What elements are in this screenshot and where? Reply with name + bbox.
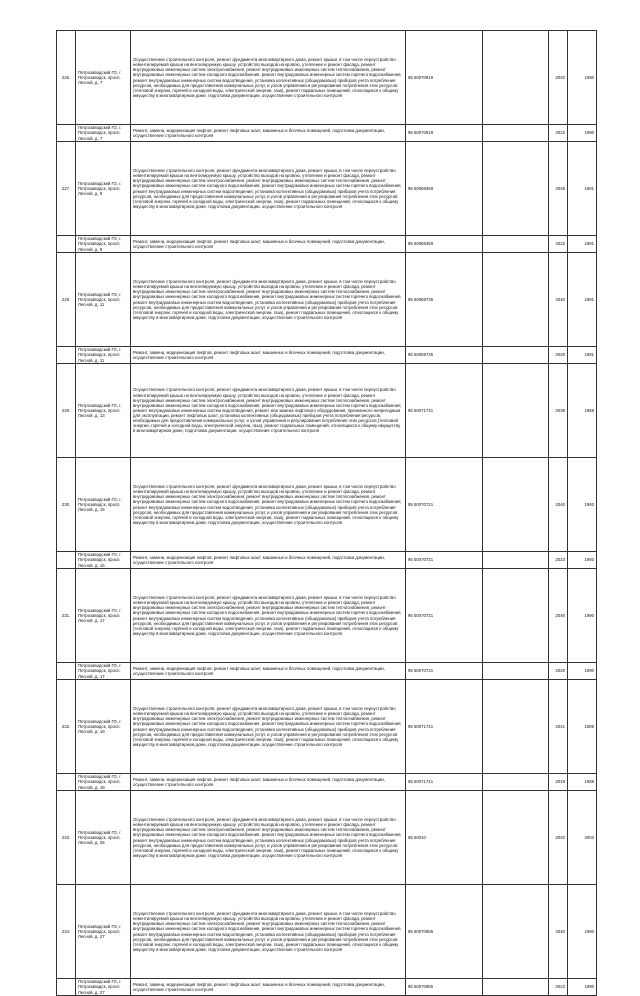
address-cell — [76, 979, 131, 996]
works-cell: Осуществление строительного контроля, ремонт фундамента многоквартирного дома, ремонт крыши, в том числе переустройство невентилируемой крыши на вентилируемую крышу, устройство выходов на кровлю, утепление и ремонт фасада, ремонт внутридомовых инженерных систем электроснабжения, ремонт внутридомовых инженерных систем теплоснабжения, ремонт внутридомовых инженерных систем холодного водоснабжения, ремонт внутридомовых инженерных систем горячего водоснабжения, ремонт внутридомовых инженерных систем водоотведения, установка коллективных (общедомовых) приборов учета потребления ресурсов, необходимых для предоставления коммунальных услуг, и узлов управления и регулирования потребления этих ресурсов (тепловой энергии, горячей и холодной воды, электрической энергии, газа), ремонт подвальных помещений, относящихся к общему имуществу в многоквартирном доме, подготовка документации, осуществление строительного контроля — [131, 791, 406, 885]
empty-cell — [483, 774, 549, 791]
row-number-cell: 232. — [57, 680, 76, 774]
address-prefix: Петрозаводский ГО, г. Петрозаводск, просп. Лесной, д. — [78, 774, 122, 790]
works-cell: Ремонт, замена, модернизация лифтов, ремонт лифтовых шахт, машинных и блочных помещений, подготовка документации, осуществление строительного контроля — [131, 663, 406, 680]
address-prefix: Петрозаводский ГО, г. Петрозаводск, просп. Лесной, д. — [78, 125, 122, 141]
planned-year-cell: 2040 — [549, 458, 568, 552]
empty-cell — [483, 253, 549, 347]
row-number-cell — [57, 552, 76, 569]
empty-cell — [483, 569, 549, 663]
house-number: 9 — [99, 246, 103, 252]
empty-cell — [483, 885, 549, 979]
address-cell — [76, 236, 131, 253]
address-cell — [76, 31, 131, 125]
empty-cell — [483, 236, 549, 253]
works-cell: Осуществление строительного контроля, ремонт фундамента многоквартирного дома, ремонт крыши, в том числе переустройство невентилируемой крыши на вентилируемую крышу, устройство выходов на кровлю, утепление и ремонт фасада, ремонт внутридомовых инженерных систем электроснабжения, ремонт внутридомовых инженерных систем теплоснабжения, ремонт внутридомовых инженерных систем холодного водоснабжения, ремонт внутридомовых инженерных систем горячего водоснабжения, ремонт внутридомовых инженерных систем водоотведения, установка коллективных (общедомовых) приборов учета потребления ресурсов, необходимых для предоставления коммунальных услуг, и узлов управления и регулирования потребления этих ресурсов (тепловой энергии, горячей и холодной воды, электрической энергии, газа), ремонт подвальных помещений, относящихся к общему имуществу в многоквартирном доме, подготовка документации, осуществление строительного контроля — [131, 569, 406, 663]
table-row — [57, 885, 597, 979]
address-prefix: Петрозаводский ГО, г. Петрозаводск, просп. Лесной, д. — [78, 829, 122, 846]
address-prefix: Петрозаводский ГО, г. Петрозаводск, просп. Лесной, д. — [78, 607, 122, 624]
build-year-cell: 1990 — [568, 979, 597, 996]
row-number-cell: 230. — [57, 458, 76, 552]
house-number: 25 — [99, 840, 105, 846]
address-cell — [76, 663, 131, 680]
build-year-cell: 1990 — [568, 569, 597, 663]
cadastral-code-cell: 95 50070721 — [406, 458, 483, 552]
works-cell: Осуществление строительного контроля, ремонт фундамента многоквартирного дома, ремонт крыши, в том числе переустройство невентилируемой крыши на вентилируемую крышу, устройство выходов на кровлю, утепление и ремонт фасада, ремонт внутридомовых инженерных систем электроснабжения, ремонт внутридомовых инженерных систем теплоснабжения, ремонт внутридомовых инженерных систем холодного водоснабжения, ремонт внутридомовых инженерных систем горячего водоснабжения, ремонт внутридомовых инженерных систем водоотведения, установка коллективных (общедомовых) приборов учета потребления ресурсов, необходимых для предоставления коммунальных услуг, и узлов управления и регулирования потребления этих ресурсов (тепловой энергии, горячей и холодной воды, электрической энергии, газа), ремонт подвальных помещений, относящихся к общему имуществу в многоквартирном доме, подготовка документации, осуществление строительного контроля — [131, 31, 406, 125]
cadastral-code-cell: 95 50070919 — [406, 125, 483, 142]
address-cell — [76, 885, 131, 979]
address-cell — [76, 791, 131, 885]
address-prefix: Петрозаводский ГО, г. Петрозаводск, просп. Лесной, д. — [78, 979, 122, 995]
empty-cell — [483, 347, 549, 364]
cadastral-code-cell: 95 50070955 — [406, 979, 483, 996]
address-prefix: Петрозаводский ГО, г. Петрозаводск, просп. Лесной, д. — [78, 236, 122, 252]
planned-year-cell: 2040 — [549, 31, 568, 125]
build-year-cell: 2003 — [568, 791, 597, 885]
table-row-lift — [57, 663, 597, 680]
planned-year-cell: 2022 — [549, 125, 568, 142]
empty-cell — [483, 680, 549, 774]
house-number: 27 — [99, 989, 105, 995]
works-cell: Осуществление строительного контроля, ремонт фундамента многоквартирного дома, ремонт крыши, в том числе переустройство невентилируемой крыши на вентилируемую крышу, устройство выходов на кровлю, утепление и ремонт фасада, ремонт внутридомовых инженерных систем электроснабжения, ремонт внутридомовых инженерных систем теплоснабжения, ремонт внутридомовых инженерных систем холодного водоснабжения, ремонт внутридомовых инженерных систем горячего водоснабжения, ремонт внутридомовых инженерных систем водоотведения, установка коллективных (общедомовых) приборов учета потребления ресурсов, необходимых для предоставления коммунальных услуг, и узлов управления и регулирования потребления этих ресурсов (тепловой энергии, горячей и холодной воды, электрической энергии, газа), ремонт подвальных помещений, относящихся к общему имуществу в многоквартирном доме, подготовка документации, осуществление строительного контроля — [131, 885, 406, 979]
cadastral-code-cell: 95 50010 — [406, 791, 483, 885]
planned-year-cell: 2020 — [549, 347, 568, 364]
address-prefix: Петрозаводский ГО, г. Петрозаводск, просп. Лесной, д. — [78, 663, 122, 679]
works-cell: Осуществление строительного контроля, ремонт фундамента многоквартирного дома, ремонт крыши, в том числе переустройство невентилируемой крыши на вентилируемую крышу, устройство выходов на кровлю, утепление и ремонт фасада, ремонт внутридомовых инженерных систем электроснабжения, ремонт внутридомовых инженерных систем теплоснабжения, ремонт внутридомовых инженерных систем холодного водоснабжения, ремонт внутридомовых инженерных систем горячего водоснабжения, ремонт внутридомовых инженерных систем водоотведения, установка коллективных (общедомовых) приборов учета потребления ресурсов, необходимых для предоставления коммунальных услуг, и узлов управления и регулирования потребления этих ресурсов (тепловой энергии, горячей и холодной воды, электрической энергии, газа), ремонт подвальных помещений, относящихся к общему имуществу в многоквартирном доме, подготовка документации, осуществление строительного контроля — [131, 680, 406, 774]
works-cell: Ремонт, замена, модернизация лифтов, ремонт лифтовых шахт, машинных и блочных помещений, подготовка документации, осуществление строительного контроля — [131, 979, 406, 996]
house-number: 27 — [99, 934, 105, 940]
empty-cell — [483, 125, 549, 142]
address-cell — [76, 774, 131, 791]
cadastral-code-cell: 95 50070955 — [406, 885, 483, 979]
planned-year-cell: 2046 — [549, 142, 568, 236]
table-row — [57, 253, 597, 347]
works-cell: Ремонт, замена, модернизация лифтов, ремонт лифтовых шахт, машинных и блочных помещений, подготовка документации, осуществление строительного контроля — [131, 125, 406, 142]
build-year-cell: 1991 — [568, 236, 597, 253]
row-number-cell: 227. — [57, 142, 76, 236]
cadastral-code-cell: 95 50069359 — [406, 142, 483, 236]
build-year-cell: 1990 — [568, 663, 597, 680]
table-row — [57, 31, 597, 125]
works-cell: Ремонт, замена, модернизация лифтов, ремонт лифтовых шахт, машинных и блочных помещений, подготовка документации, осуществление строительного контроля — [131, 347, 406, 364]
works-cell: Осуществление строительного контроля, ремонт фундамента многоквартирного дома, ремонт крыши, в том числе переустройство невентилируемой крыши на вентилируемую крышу, устройство выходов на кровлю, утепление и ремонт фасада, ремонт внутридомовых инженерных систем электроснабжения, ремонт внутридомовых инженерных систем теплоснабжения, ремонт внутридомовых инженерных систем холодного водоснабжения, ремонт внутридомовых инженерных систем горячего водоснабжения, ремонт внутридомовых инженерных систем водоотведения, установка коллективных (общедомовых) приборов учета потребления ресурсов, необходимых для предоставления коммунальных услуг, и узлов управления и регулирования потребления этих ресурсов (тепловой энергии, горячей и холодной воды, электрической энергии, газа), ремонт подвальных помещений, относящихся к общему имуществу в многоквартирном доме, подготовка документации, осуществление строительного контроля — [131, 458, 406, 552]
address-prefix: Петрозаводский ГО, г. Петрозаводск, просп. Лесной, д. — [78, 402, 122, 419]
register-table-body — [57, 31, 597, 996]
address-prefix: Петрозаводский ГО, г. Петрозаводск, просп. Лесной, д. — [78, 291, 122, 308]
row-number-cell: 229. — [57, 364, 76, 458]
empty-cell — [483, 663, 549, 680]
house-number: 11 — [99, 357, 105, 363]
build-year-cell: 1991 — [568, 347, 597, 364]
table-row-lift — [57, 979, 597, 996]
table-row-lift — [57, 236, 597, 253]
table-row — [57, 680, 597, 774]
table-row-lift — [57, 347, 597, 364]
row-number-cell: 233. — [57, 791, 76, 885]
row-number-cell: 234. — [57, 885, 76, 979]
address-prefix: Петрозаводский ГО, г. Петрозаводск, просп. Лесной, д. — [78, 718, 122, 735]
cadastral-code-cell: 95 50069736 — [406, 253, 483, 347]
house-number: 15 — [99, 507, 105, 513]
row-number-cell: 228. — [57, 253, 76, 347]
build-year-cell: 1993 — [568, 458, 597, 552]
house-number: 17 — [99, 673, 105, 679]
row-number-cell — [57, 979, 76, 996]
planned-year-cell: 2041 — [549, 680, 568, 774]
house-number: 11 — [99, 302, 105, 308]
empty-cell — [483, 458, 549, 552]
build-year-cell: 1989 — [568, 774, 597, 791]
cadastral-code-cell: 95 50070919 — [406, 31, 483, 125]
planned-year-cell: 2040 — [549, 791, 568, 885]
works-cell: Ремонт, замена, модернизация лифтов, ремонт лифтовых шахт, машинных и блочных помещений, подготовка документации, осуществление строительного контроля — [131, 236, 406, 253]
address-cell — [76, 552, 131, 569]
row-number-cell — [57, 347, 76, 364]
address-cell — [76, 125, 131, 142]
house-number: 17 — [99, 618, 105, 624]
address-cell — [76, 253, 131, 347]
address-prefix: Петрозаводский ГО, г. Петрозаводск, просп. Лесной, д. — [78, 69, 122, 86]
table-row — [57, 364, 597, 458]
table-row-lift — [57, 552, 597, 569]
build-year-cell: 1959 — [568, 364, 597, 458]
house-number: 9 — [99, 191, 103, 197]
build-year-cell: 1989 — [568, 680, 597, 774]
cadastral-code-cell: 95 50070721 — [406, 552, 483, 569]
planned-year-cell: 2040 — [549, 569, 568, 663]
empty-cell — [483, 552, 549, 569]
address-cell — [76, 364, 131, 458]
address-prefix: Петрозаводский ГО, г. Петрозаводск, просп. Лесной, д. — [78, 496, 122, 513]
cadastral-code-cell: 95 50071741 — [406, 774, 483, 791]
build-year-cell: 1990 — [568, 31, 597, 125]
row-number-cell — [57, 663, 76, 680]
planned-year-cell: 2023 — [549, 552, 568, 569]
planned-year-cell: 2019 — [549, 774, 568, 791]
empty-cell — [483, 791, 549, 885]
build-year-cell: 1990 — [568, 885, 597, 979]
build-year-cell: 1991 — [568, 142, 597, 236]
address-cell — [76, 347, 131, 364]
cadastral-code-cell: 95 50070721 — [406, 663, 483, 680]
row-number-cell: 231. — [57, 569, 76, 663]
table-row-lift — [57, 774, 597, 791]
house-number: 13 — [99, 413, 105, 419]
planned-year-cell: 2040 — [549, 253, 568, 347]
cadastral-code-cell: 95 50071741 — [406, 364, 483, 458]
table-row-lift — [57, 125, 597, 142]
planned-year-cell: 2039 — [549, 364, 568, 458]
empty-cell — [483, 31, 549, 125]
table-row — [57, 791, 597, 885]
planned-year-cell: 2040 — [549, 885, 568, 979]
empty-cell — [483, 979, 549, 996]
planned-year-cell: 2022 — [549, 236, 568, 253]
address-prefix: Петрозаводский ГО, г. Петрозаводск, просп. Лесной, д. — [78, 923, 122, 940]
cadastral-code-cell: 95 50071741 — [406, 680, 483, 774]
build-year-cell: 1993 — [568, 552, 597, 569]
row-number-cell: 226. — [57, 31, 76, 125]
row-number-cell — [57, 774, 76, 791]
address-cell — [76, 680, 131, 774]
cadastral-code-cell: 95 50069736 — [406, 347, 483, 364]
house-number: 7 — [99, 80, 103, 86]
row-number-cell — [57, 236, 76, 253]
house-number: 19 — [99, 729, 105, 735]
house-number: 19 — [99, 784, 105, 790]
cadastral-code-cell: 95 50070721 — [406, 569, 483, 663]
row-number-cell — [57, 125, 76, 142]
house-number: 15 — [99, 562, 105, 568]
works-cell: Осуществление строительного контроля, ремонт фундамента многоквартирного дома, ремонт крыши, в том числе переустройство невентилируемой крыши на вентилируемую крышу, устройство выходов на кровлю, утепление и ремонт фасада, ремонт внутридомовых инженерных систем электроснабжения, ремонт внутридомовых инженерных систем теплоснабжения, ремонт внутридомовых инженерных систем холодного водоснабжения, ремонт внутридомовых инженерных систем горячего водоснабжения, ремонт внутридомовых инженерных систем водоотведения, ремонт или замена лифтового оборудования, признанного непригодным для эксплуатации, ремонт лифтовых шахт, установка коллективных (общедомовых) приборов учета потребления ресурсов, необходимых для предоставления коммунальных услуг, и узлов управления и регулирования потребления этих ресурсов (тепловой энергии, горячей и холодной воды, электрической энергии, газа), ремонт подвальных помещений, относящихся к общему имуществу в многоквартирном доме, подготовка документации, осуществление строительного контроля — [131, 364, 406, 458]
address-cell — [76, 142, 131, 236]
planned-year-cell: 2023 — [549, 979, 568, 996]
address-cell — [76, 458, 131, 552]
table-row — [57, 569, 597, 663]
table-row — [57, 458, 597, 552]
works-cell: Ремонт, замена, модернизация лифтов, ремонт лифтовых шахт, машинных и блочных помещений, подготовка документации, осуществление строительного контроля — [131, 552, 406, 569]
planned-year-cell: 2020 — [549, 663, 568, 680]
empty-cell — [483, 142, 549, 236]
empty-cell — [483, 364, 549, 458]
address-prefix: Петрозаводский ГО, г. Петрозаводск, просп. Лесной, д. — [78, 552, 122, 568]
address-prefix: Петрозаводский ГО, г. Петрозаводск, просп. Лесной, д. — [78, 347, 122, 363]
works-cell: Ремонт, замена, модернизация лифтов, ремонт лифтовых шахт, машинных и блочных помещений, подготовка документации, осуществление строительного контроля — [131, 774, 406, 791]
register-page — [56, 30, 594, 996]
cadastral-code-cell: 95 50069359 — [406, 236, 483, 253]
build-year-cell: 1990 — [568, 125, 597, 142]
build-year-cell: 1991 — [568, 253, 597, 347]
address-cell — [76, 569, 131, 663]
capital-repair-register-table — [56, 30, 597, 996]
works-cell: Осуществление строительного контроля, ремонт фундамента многоквартирного дома, ремонт крыши, в том числе переустройство невентилируемой крыши на вентилируемую крышу, устройство выходов на кровлю, утепление и ремонт фасада, ремонт внутридомовых инженерных систем электроснабжения, ремонт внутридомовых инженерных систем теплоснабжения, ремонт внутридомовых инженерных систем холодного водоснабжения, ремонт внутридомовых инженерных систем горячего водоснабжения, ремонт внутридомовых инженерных систем водоотведения, установка коллективных (общедомовых) приборов учета потребления ресурсов, необходимых для предоставления коммунальных услуг, и узлов управления и регулирования потребления этих ресурсов (тепловой энергии, горячей и холодной воды, электрической энергии, газа), ремонт подвальных помещений, относящихся к общему имуществу в многоквартирном доме, подготовка документации, осуществление строительного контроля — [131, 142, 406, 236]
address-prefix: Петрозаводский ГО, г. Петрозаводск, просп. Лесной, д. — [78, 180, 122, 197]
works-cell: Осуществление строительного контроля, ремонт фундамента многоквартирного дома, ремонт крыши, в том числе переустройство невентилируемой крыши на вентилируемую крышу, устройство выходов на кровлю, утепление и ремонт фасада, ремонт внутридомовых инженерных систем электроснабжения, ремонт внутридомовых инженерных систем теплоснабжения, ремонт внутридомовых инженерных систем холодного водоснабжения, ремонт внутридомовых инженерных систем горячего водоснабжения, ремонт внутридомовых инженерных систем водоотведения, установка коллективных (общедомовых) приборов учета потребления ресурсов, необходимых для предоставления коммунальных услуг, и узлов управления и регулирования потребления этих ресурсов (тепловой энергии, горячей и холодной воды, электрической энергии, газа), ремонт подвальных помещений, относящихся к общему имуществу в многоквартирном доме, подготовка документации, осуществление строительного контроля — [131, 253, 406, 347]
house-number: 7 — [99, 135, 103, 141]
table-row — [57, 142, 597, 236]
